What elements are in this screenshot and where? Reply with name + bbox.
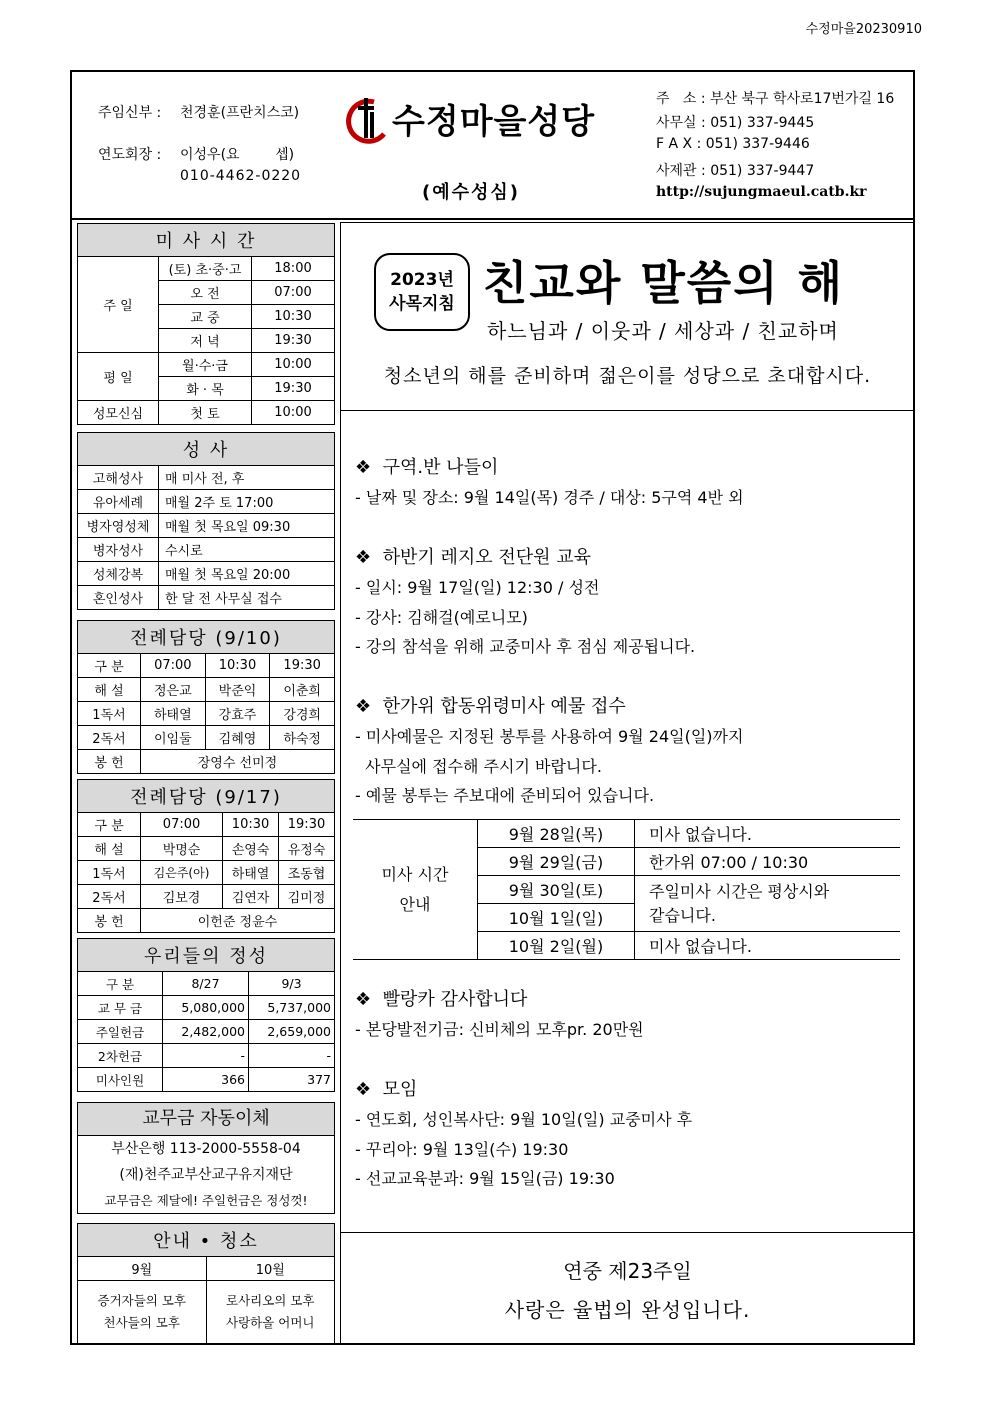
liturgy-header: 구 분 (78, 654, 141, 678)
offerings-header: 8/27 (163, 972, 249, 996)
church-logo (344, 92, 644, 152)
mass-name: 저 녁 (159, 329, 252, 353)
liturgy-person: 이춘희 (270, 678, 335, 702)
mass-guide-note: 한가위 07:00 / 10:30 (635, 848, 901, 876)
liturgy-person: 김보경 (141, 885, 223, 909)
president-phone: 010-4462-0220 (180, 168, 302, 184)
liturgy-header: 07:00 (141, 654, 206, 678)
rectory-phone: 사제관 : 051) 337-9447 (656, 163, 815, 179)
liturgical-week: 연중 제23주일 (563, 1259, 692, 1283)
liturgy-title: 전례담당 (9/10) (78, 621, 335, 654)
sacrament-name: 유아세례 (78, 490, 159, 514)
pastoral-banner (341, 223, 914, 411)
youth-invitation: 청소년의 해를 준비하며 젊은이를 성당으로 초대합시다. (383, 365, 872, 387)
weekday-label: 평 일 (78, 353, 159, 401)
liturgy-person: 정은교 (141, 678, 206, 702)
news-line: - 미사예물은 지정된 봉투를 사용하여 9월 24일(일)까지 (355, 727, 744, 746)
news-heading: ❖ 하반기 레지오 전단원 교육 (355, 547, 592, 568)
liturgy-person: 박명순 (141, 837, 223, 861)
liturgy-role: 1독서 (78, 861, 141, 885)
mass-times-title: 미 사 시 간 (78, 224, 335, 257)
year-theme-title: 친교와 말씀의 해 (483, 256, 845, 310)
news-heading: ❖ 구역.반 나들이 (355, 457, 499, 478)
mass-guide-label (353, 820, 478, 960)
fax-number: F A X : 051) 337-9446 (656, 136, 810, 152)
news-line: - 연도회, 성인복사단: 9월 10일(일) 교중미사 후 (355, 1110, 693, 1129)
weekly-theme: 사랑은 율법의 완성입니다. (504, 1298, 751, 1322)
liturgy-header: 19:30 (270, 654, 335, 678)
sacrament-name: 고해성사 (78, 466, 159, 490)
mass-name: 교 중 (159, 305, 252, 329)
pastor-name: 천경훈(프란치스코) (180, 105, 300, 121)
news-heading: ❖ 한가위 합동위령미사 예물 접수 (355, 696, 626, 717)
liturgy-header: 구 분 (78, 813, 141, 837)
offering-type: 미사인원 (78, 1068, 163, 1092)
liturgy-person: 김혜영 (205, 726, 270, 750)
news-heading: ❖ 빨랑카 감사합니다 (355, 989, 528, 1010)
weekly-footer (341, 1232, 914, 1345)
document-id: 수정마을20230910 (805, 22, 922, 37)
pastor-label: 주임신부 : (98, 105, 162, 121)
liturgy-offering: 이헌준 정윤수 (141, 909, 335, 933)
mass-name: 첫 토 (159, 401, 252, 425)
liturgy-header: 19:30 (279, 813, 335, 837)
sacrament-value: 매월 첫 목요일 09:30 (159, 514, 335, 538)
mass-guide-date: 10월 1일(일) (478, 904, 635, 932)
header (72, 72, 913, 220)
news-palanca (355, 985, 901, 1045)
mass-time: 10:30 (252, 305, 335, 329)
offering-amount: - (249, 1044, 335, 1068)
liturgy-title: 전례담당 (9/17) (78, 780, 335, 813)
liturgy-offering: 장영수 선미정 (141, 750, 335, 774)
church-subtitle: (예수성심) (422, 182, 521, 203)
news-meetings (355, 1075, 901, 1194)
mass-guide-table (353, 819, 900, 960)
mass-time: 10:00 (252, 401, 335, 425)
liturgy-table-0917 (77, 779, 335, 933)
liturgy-header: 10:30 (223, 813, 279, 837)
mass-guide-date: 10월 2일(월) (478, 932, 635, 960)
mass-guide-label-line: 안내 (399, 894, 431, 914)
autopay-box (77, 1102, 335, 1214)
pastoral-badge (374, 253, 470, 331)
news-memorial-mass (355, 692, 901, 811)
offering-amount: 5,080,000 (163, 996, 249, 1020)
news-line: - 강의 참석을 위해 교중미사 후 점심 제공됩니다. (355, 637, 696, 656)
mass-time: 10:00 (252, 353, 335, 377)
marian-label: 성모신심 (78, 401, 159, 425)
autopay-note: 교무금은 제달에! 주일헌금은 정성껏! (104, 1193, 308, 1208)
sacrament-value: 수시로 (159, 538, 335, 562)
sacrament-value: 매월 첫 목요일 20:00 (159, 562, 335, 586)
liturgy-person: 조동협 (279, 861, 335, 885)
sacrament-value: 매 미사 전, 후 (159, 466, 335, 490)
liturgy-header: 07:00 (141, 813, 223, 837)
news-line: - 본당발전기금: 신비체의 모후pr. 20만원 (355, 1020, 644, 1039)
mass-name: (토) 초·중·고 (159, 257, 252, 281)
cleaning-group-sep (78, 1281, 207, 1344)
mass-guide-note-line: 주일미사 시간은 평상시와 (649, 881, 830, 901)
liturgy-person: 하숙정 (270, 726, 335, 750)
liturgy-person: 김미정 (279, 885, 335, 909)
mass-guide-label-line: 미사 시간 (381, 864, 449, 884)
news-column (340, 222, 915, 1344)
offering-type: 주일헌금 (78, 1020, 163, 1044)
offerings-table (77, 938, 335, 1092)
mass-time: 19:30 (252, 329, 335, 353)
liturgy-role: 봉 헌 (78, 909, 141, 933)
offering-amount: 5,737,000 (249, 996, 335, 1020)
badge-year: 2023년 (390, 270, 454, 290)
liturgy-person: 손영숙 (223, 837, 279, 861)
offerings-header: 9/3 (249, 972, 335, 996)
liturgy-role: 해 설 (78, 837, 141, 861)
mass-time: 07:00 (252, 281, 335, 305)
news-line: - 날짜 및 장소: 9월 14일(목) 경주 / 대상: 5구역 4반 외 (355, 488, 744, 507)
bulletin-frame (70, 70, 915, 1345)
mass-name: 화 · 목 (159, 377, 252, 401)
church-name: 수정마을성당 (392, 102, 596, 142)
mass-time: 18:00 (252, 257, 335, 281)
liturgy-role: 2독서 (78, 885, 141, 909)
news-outing (355, 453, 901, 513)
mass-time: 19:30 (252, 377, 335, 401)
offering-amount: 2,659,000 (249, 1020, 335, 1044)
liturgy-person: 이임둘 (141, 726, 206, 750)
mass-guide-date: 9월 28일(목) (478, 820, 635, 848)
sacrament-name: 병자성사 (78, 538, 159, 562)
liturgy-person: 강효주 (205, 702, 270, 726)
president-name: 이성우(요 셉) (180, 147, 295, 163)
cleaning-group: 증거자들의 모후 (97, 1293, 186, 1308)
sacraments-table (77, 432, 335, 610)
account-holder: (재)천주교부산교구유지재단 (119, 1167, 293, 1183)
mass-times-table (77, 223, 335, 425)
liturgy-table-0910 (77, 620, 335, 774)
bank-account: 부산은행 113-2000-5558-04 (111, 1141, 301, 1157)
news-line: - 강사: 김해걸(예로니모) (355, 607, 528, 627)
liturgy-person: 김연자 (223, 885, 279, 909)
news-line: - 예물 봉투는 주보대에 준비되어 있습니다. (355, 786, 655, 805)
offering-amount: 366 (163, 1068, 249, 1092)
offering-amount: 377 (249, 1068, 335, 1092)
liturgy-person: 박준익 (205, 678, 270, 702)
office-phone: 사무실 : 051) 337-9445 (656, 115, 815, 131)
mass-guide-note (635, 876, 901, 932)
cleaning-group-oct (206, 1281, 335, 1344)
cleaning-title: 안내 • 청소 (78, 1224, 335, 1257)
mass-guide-note: 미사 없습니다. (635, 932, 901, 960)
news-line: 사무실에 접수해 주시기 바랍니다. (355, 756, 602, 776)
liturgy-person: 강경희 (270, 702, 335, 726)
president-label: 연도회장 : (98, 147, 162, 163)
cleaning-group: 로사리오의 모후 (226, 1293, 315, 1308)
cleaning-month: 10월 (206, 1257, 335, 1281)
liturgy-person: 김은주(아) (141, 861, 223, 885)
mass-guide-date: 9월 30일(토) (478, 876, 635, 904)
news-legio (355, 543, 901, 662)
offering-type: 2차헌금 (78, 1044, 163, 1068)
year-theme-subtitle: 하느님과 / 이웃과 / 세상과 / 친교하며 (487, 319, 839, 343)
sacrament-name: 성체강복 (78, 562, 159, 586)
church-emblem-icon (344, 94, 390, 146)
sacrament-name: 혼인성사 (78, 586, 159, 610)
news-line: - 꾸리아: 9월 13일(수) 19:30 (355, 1139, 569, 1159)
address: 주 소 : 부산 북구 학사로17번가길 16 (656, 91, 895, 107)
sunday-label: 주 일 (78, 257, 159, 353)
liturgy-person: 유정숙 (279, 837, 335, 861)
cleaning-group: 천사들의 모후 (103, 1315, 180, 1330)
liturgy-role: 1독서 (78, 702, 141, 726)
offerings-title: 우리들의 정성 (78, 939, 335, 972)
website-link[interactable]: http://sujungmaeul.catb.kr (656, 184, 867, 200)
news-line: - 선교교육분과: 9월 15일(금) 19:30 (355, 1169, 615, 1188)
cleaning-month: 9월 (78, 1257, 207, 1281)
mass-guide-note-line: 같습니다. (649, 905, 716, 925)
liturgy-header: 10:30 (205, 654, 270, 678)
liturgy-person: 하태열 (141, 702, 206, 726)
offering-amount: - (163, 1044, 249, 1068)
sacrament-name: 병자영성체 (78, 514, 159, 538)
news-line: - 일시: 9월 17일(일) 12:30 / 성전 (355, 578, 600, 597)
badge-label: 사목지침 (389, 294, 455, 314)
news-heading: ❖ 모임 (355, 1079, 418, 1100)
sacraments-title: 성 사 (78, 433, 335, 466)
liturgy-role: 해 설 (78, 678, 141, 702)
liturgy-role: 2독서 (78, 726, 141, 750)
offering-type: 교 무 금 (78, 996, 163, 1020)
mass-guide-note: 미사 없습니다. (635, 820, 901, 848)
cleaning-table (77, 1223, 335, 1344)
mass-name: 오 전 (159, 281, 252, 305)
cleaning-group: 사랑하올 어머니 (226, 1315, 315, 1330)
mass-name: 월·수·금 (159, 353, 252, 377)
sacrament-value: 매월 2주 토 17:00 (159, 490, 335, 514)
liturgy-person: 하태열 (223, 861, 279, 885)
offerings-header: 구 분 (78, 972, 163, 996)
autopay-title: 교무금 자동이체 (78, 1103, 334, 1136)
liturgy-role: 봉 헌 (78, 750, 141, 774)
sacrament-value: 한 달 전 사무실 접수 (159, 586, 335, 610)
offering-amount: 2,482,000 (163, 1020, 249, 1044)
mass-guide-date: 9월 29일(금) (478, 848, 635, 876)
